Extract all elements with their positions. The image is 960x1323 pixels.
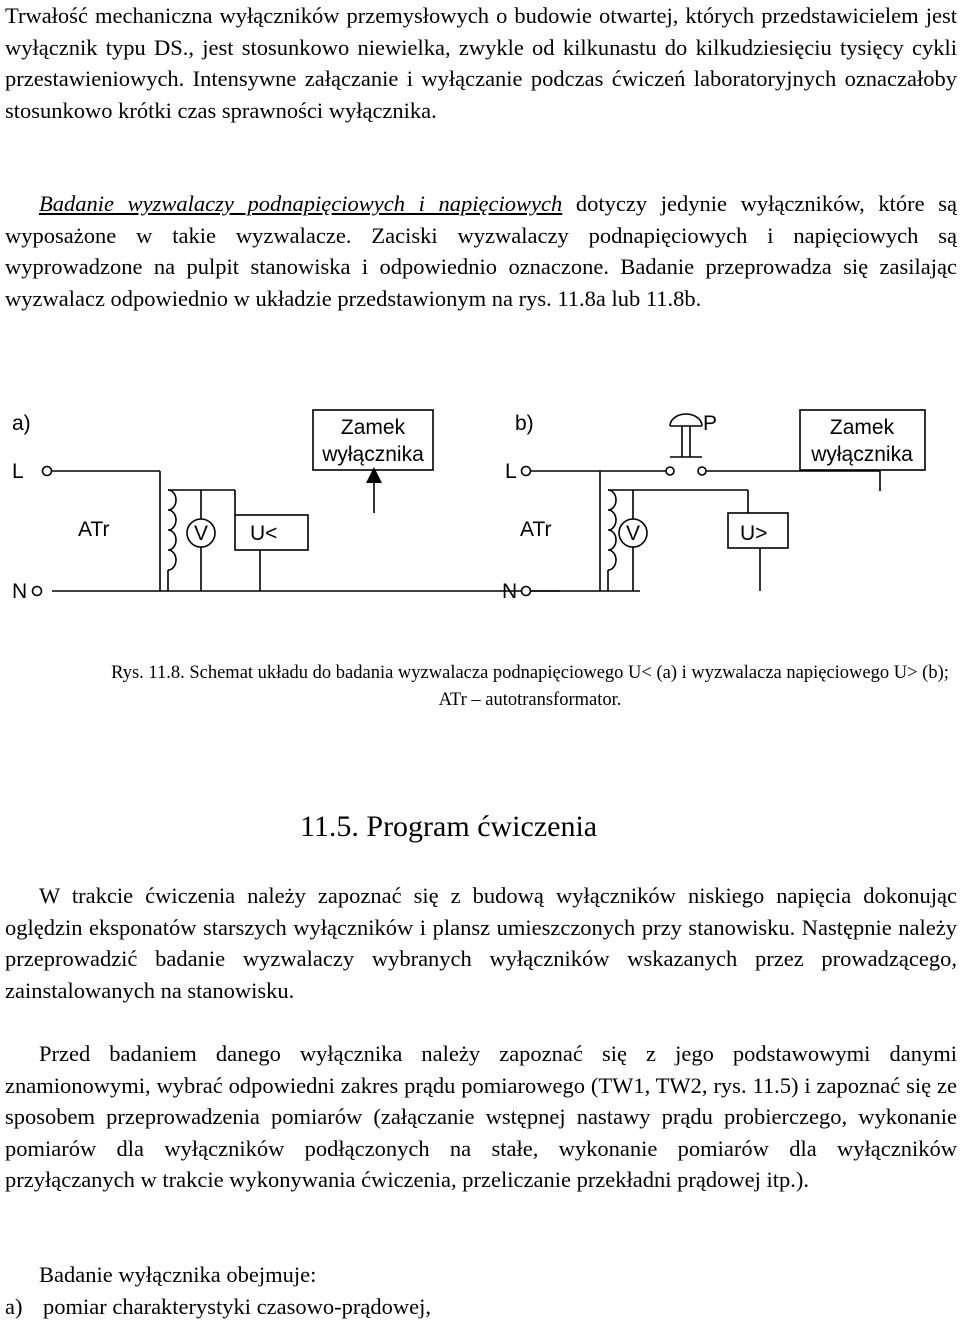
diagram-b-relay: U> — [740, 522, 768, 545]
section-heading: 11.5. Program ćwiczenia — [300, 810, 598, 843]
atr-winding-b — [608, 490, 616, 570]
paragraph-test-scope: Badanie wyłącznika obejmuje: — [39, 1262, 317, 1287]
atr-winding-a — [168, 490, 176, 570]
list-item-text: pomiar charakterystyki czasowo-prądowej, — [43, 1294, 431, 1319]
diagram-b-label: b) — [515, 412, 534, 435]
diagram-b-button: P — [703, 412, 718, 435]
diagram-a-lock-line2: wyłącznika — [322, 443, 424, 466]
paragraph-trip-testing-emphasis: Badanie wyzwalaczy podnapięciowych i napięciowych — [39, 191, 563, 216]
paragraph-program: W trakcie ćwiczenia należy zapoznać się z budową wyłączników niskiego napięcia dokonując oględzin eksponatów starszych wyłączników i plansz umieszczonych przy stanowisku. Następnie należy przeprowadzić badanie wyzwalaczy wybranych wyłączników wskazanych przez prowadzącego, zainstalowanych na stanowisku. — [5, 883, 957, 1003]
diagram-b-L: L — [505, 460, 517, 483]
circuit-diagram — [0, 395, 960, 610]
diagram-a-N: N — [12, 580, 28, 603]
circuit-a — [33, 410, 561, 596]
list-item — [5, 1291, 431, 1323]
paragraph-preparation: Przed badaniem danego wyłącznika należy zapoznać się z jego podstawowymi danymi znamionowymi, wybrać odpowiedni zakres prądu pomiarowego (TW1, TW2, rys. 11.5) i zapoznać się ze sposobem przeprowadzenia pomiarów (załączanie wstępnej nastawy prądu probierczego, wykonanie pomiarów dla wyłączników podłączonych na stałe, wykonanie pomiarów dla wyłączników przyłączanych w trakcie wykonywania ćwiczenia, przeliczanie przekładni prądowej itp.). — [5, 1041, 957, 1192]
diagram-b-atr: ATr — [520, 518, 552, 541]
button-contact-right — [698, 467, 706, 475]
diagram-a-atr: ATr — [78, 518, 110, 541]
list-item-marker: a) — [5, 1294, 23, 1319]
diagram-a-L: L — [12, 460, 24, 483]
diagram-b-lock-line1: Zamek — [829, 416, 895, 439]
diagram-b-voltmeter: V — [626, 522, 641, 545]
button-contact-left — [666, 467, 674, 475]
diagram-a-relay: U< — [250, 522, 278, 545]
paragraph-trip-testing-rest: dotyczy jedynie wyłączników, które są wyposażone w takie wyzwalacze. Zaciski wyzwalaczy podnapięciowych i napięciowych są wyprowadzone na pulpit stanowiska i odpowiednio oznaczone. Badanie przeprowadza się zasilając wyzwalacz odpowiednio w układzie przedstawionym na rys. 11.8a lub 11.8b. — [5, 191, 957, 311]
diagram-b-lock-line2: wyłącznika — [811, 443, 913, 466]
diagram-a-label: a) — [12, 412, 31, 435]
paragraph-trip-testing — [5, 188, 957, 314]
diagram-a-voltmeter: V — [194, 522, 209, 545]
paragraph-durability: Trwałość mechaniczna wyłączników przemysłowych o budowie otwartej, których przedstawicielem jest wyłącznik typu DS., jest stosunkowo niewielka, zwykle od kilkunastu do kilkudziesięciu tysięcy cykli przestawieniowych. Intensywne załączanie i wyłączanie podczas ćwiczeń laboratoryjnych oznaczałoby stosunkowo krótki czas sprawności wyłącznika. — [5, 3, 957, 123]
diagram-b-N: N — [502, 580, 518, 603]
figure-caption: Rys. 11.8. Schemat układu do badania wyzwalacza podnapięciowego U< (a) i wyzwalacza napięciowego U> (b); ATr – autotransformator. — [111, 663, 949, 710]
diagram-a-lock-line1: Zamek — [340, 416, 406, 439]
